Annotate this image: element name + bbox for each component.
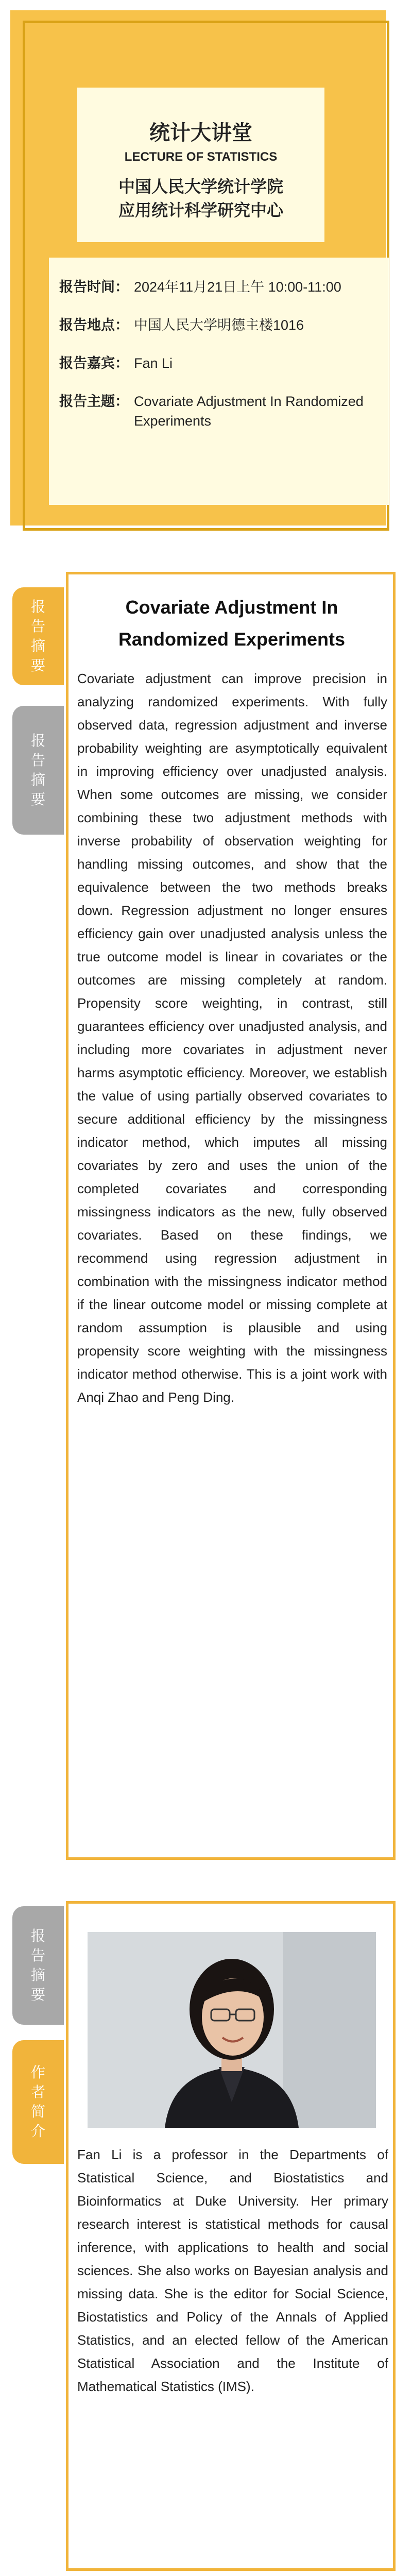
info-value: 2024年11月21日上午 10:00-11:00	[134, 279, 341, 295]
info-value: 中国人民大学明德主楼1016	[134, 317, 304, 333]
info-location	[59, 315, 389, 335]
header-banner	[0, 0, 412, 536]
info-topic	[59, 392, 389, 431]
tab-abstract-inactive[interactable]	[12, 1906, 64, 2025]
speaker-photo	[88, 1932, 376, 2128]
abstract-section	[0, 567, 412, 1865]
tab-abstract-secondary[interactable]	[12, 706, 64, 835]
organizer-line-2: 应用统计科学研究中心	[118, 201, 283, 219]
abstract-body: Covariate adjustment can improve precision in analyzing randomized experiments. With fully observed data, regression adjustment and inverse probability weighting are asymptotically equivalent in improving efficiency over unadjusted analysis. When some outcomes are missing, we consider combining these two adjustment methods with inverse probability of observation weighting for handling missing outcomes, and show that the equivalence between the two methods breaks down. Regression adjustment no longer ensures efficiency gain over unadjusted analysis unless the true outcome model is linear in covariates or the outcomes are missing completely at random. Propensity score weighting, in contrast, still guarantees efficiency over unadjusted analysis, and including more covariates in adjustment never harms asymptotic efficiency. Moreover, we establish the value of using partially observed covariates to secure additional efficiency by the missingness indicator method, which imputes all missing covariates by zero and uses the union of the completed covariates and corresponding missingness indicators as the new, fully observed covariates. Based on these findings, we recommend using regression adjustment in combination with the missingness indicator method if the linear outcome model or missing complete at random assumption is plausible and using propensity score weighting with the missingness indicator method otherwise. This is a joint work with Anqi Zhao and Peng Ding.	[77, 671, 387, 1405]
info-label: 报告主题：	[59, 394, 129, 409]
info-speaker	[59, 353, 389, 373]
author-section	[0, 1896, 412, 2576]
abstract-title: Covariate Adjustment In Randomized Experiments	[118, 597, 346, 650]
page-title: 统计大讲堂	[149, 122, 252, 144]
organizer-line-1: 中国人民大学统计学院	[118, 177, 283, 196]
tab-label: 报告摘要	[30, 599, 45, 673]
info-value: Fan Li	[134, 355, 173, 371]
page-subtitle: LECTURE OF STATISTICS	[124, 150, 278, 164]
info-label: 报告地点：	[59, 317, 129, 333]
tab-label: 报告摘要	[30, 1928, 45, 2003]
tab-abstract-active[interactable]	[12, 587, 64, 685]
info-label: 报告嘉宾：	[59, 355, 129, 371]
portrait-illustration	[88, 1932, 376, 2128]
organizer	[77, 175, 324, 222]
author-bio: Fan Li is a professor in the Departments of Statistical Science, and Biostatistics and Bioinformatics at Duke University. Her primary research interest is statistical methods for causal inference, with applications to health and social sciences. She also works on Bayesian analysis and missing data. She is the editor for Social Science, Biostatistics and Policy of the Annals of Applied Statistics, and an elected fellow of the American Statistical Association and the Institute of Mathematical Statistics (IMS).	[77, 2147, 388, 2394]
tab-author-bio[interactable]	[12, 2040, 64, 2164]
tab-label: 报告摘要	[30, 733, 45, 807]
info-value: Covariate Adjustment In Randomized Experiments	[134, 394, 364, 429]
info-time	[59, 277, 389, 297]
info-label: 报告时间：	[59, 279, 129, 295]
tab-label: 作者简介	[30, 2064, 45, 2139]
title-panel	[77, 88, 324, 242]
info-panel	[49, 258, 389, 505]
